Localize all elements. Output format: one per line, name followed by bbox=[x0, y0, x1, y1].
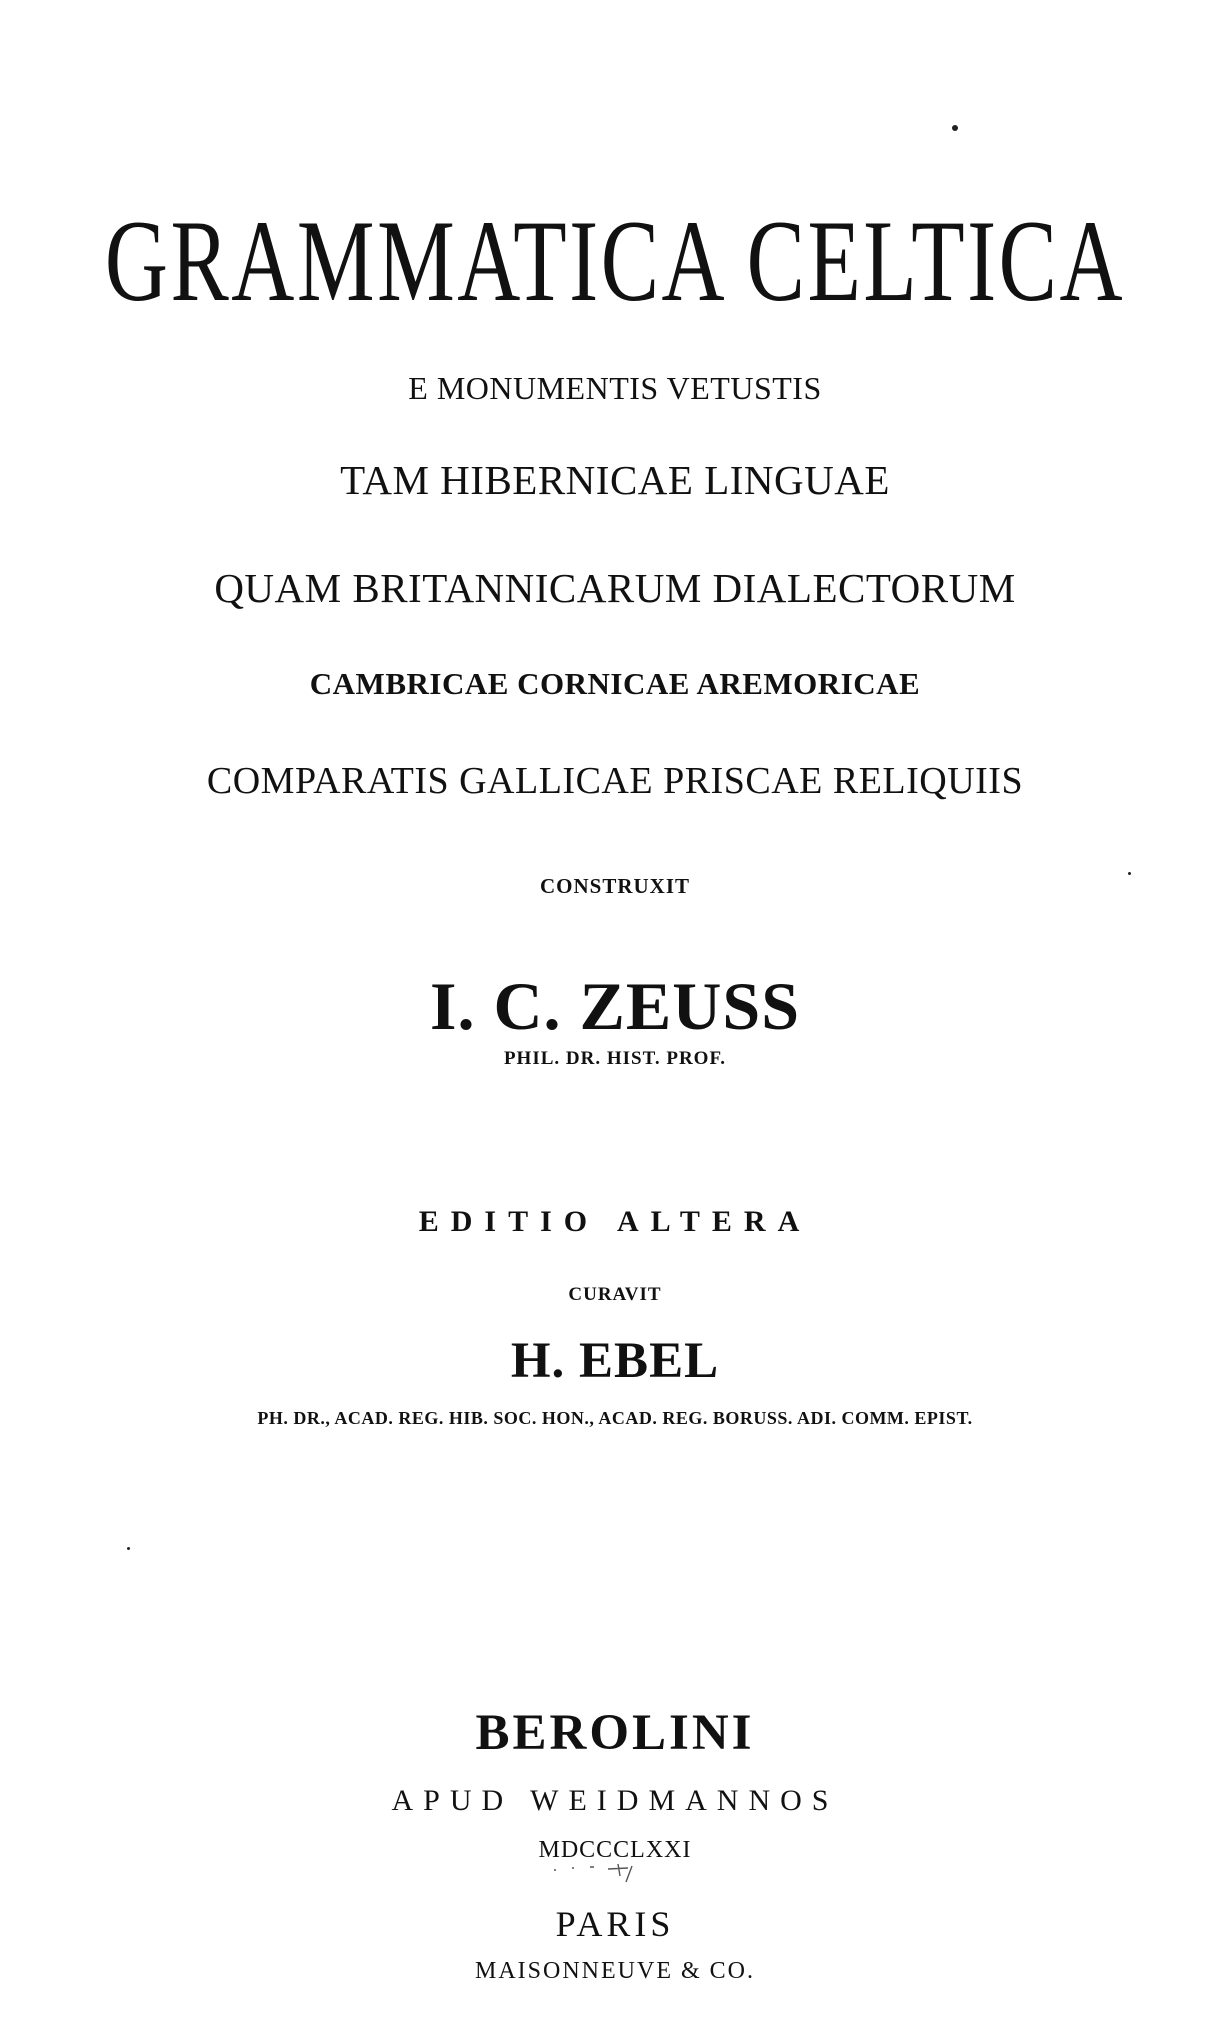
imprint-year: MDCCCLXXI bbox=[538, 1837, 692, 1863]
ink-speck bbox=[127, 1547, 130, 1550]
pencil-mark bbox=[550, 1862, 660, 1884]
subtitle-line-3: QUAM BRITANNICARUM DIALECTORUM bbox=[214, 565, 1016, 611]
subtitle-line-4: CAMBRICAE CORNICAE AREMORICAE bbox=[309, 666, 921, 701]
imprint-city: BEROLINI bbox=[475, 1705, 755, 1761]
curavit-label: CURAVIT bbox=[568, 1284, 662, 1305]
imprint-publisher-2: MAISONNEUVE & CO. bbox=[475, 1958, 755, 1984]
subtitle-line-1: E MONUMENTIS VETUSTIS bbox=[408, 370, 822, 406]
imprint-publisher: APUD WEIDMANNOS bbox=[391, 1784, 839, 1817]
author-name: I. C. ZEUSS bbox=[429, 968, 801, 1044]
subtitle-line-2: TAM HIBERNICAE LINGUAE bbox=[340, 457, 890, 503]
author-credentials: PHIL. DR. HIST. PROF. bbox=[503, 1048, 727, 1069]
editor-name: H. EBEL bbox=[510, 1333, 720, 1389]
construxit-label: CONSTRUXIT bbox=[539, 874, 691, 898]
edition-label: EDITIO ALTERA bbox=[418, 1205, 812, 1238]
book-title: GRAMMATICA CELTICA bbox=[104, 197, 1126, 326]
ink-speck bbox=[952, 125, 958, 131]
subtitle-line-5: COMPARATIS GALLICAE PRISCAE RELIQUIIS bbox=[206, 760, 1024, 802]
editor-credentials: PH. DR., ACAD. REG. HIB. SOC. HON., ACAD. REG. BORUSS. ADI. COMM. EPIST. bbox=[257, 1408, 973, 1428]
imprint-city-2: PARIS bbox=[555, 1904, 675, 1944]
ink-speck bbox=[1128, 872, 1131, 875]
